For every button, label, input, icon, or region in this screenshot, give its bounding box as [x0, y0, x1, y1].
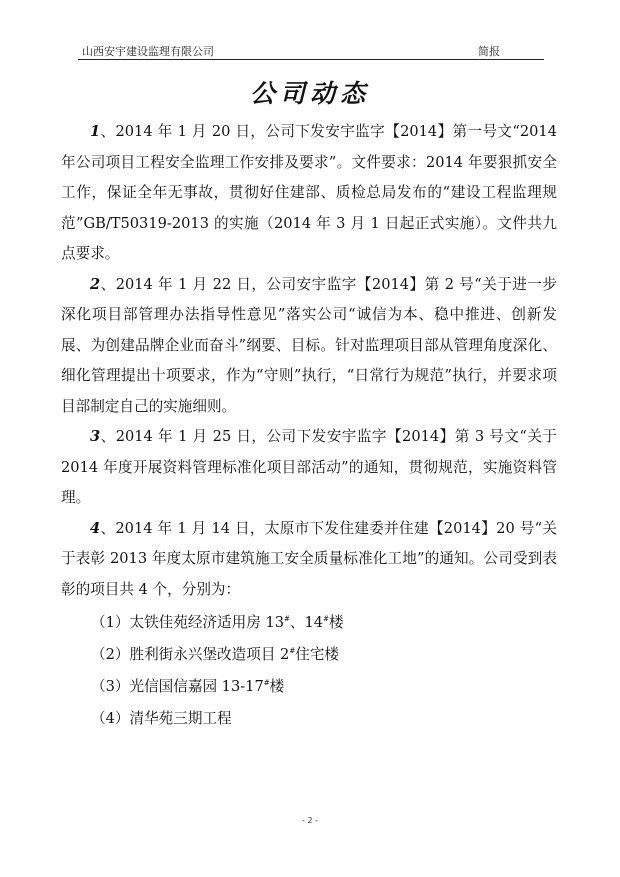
document-body	[61, 117, 557, 735]
news-paragraph-4	[61, 514, 557, 606]
news-paragraph-2	[61, 270, 557, 423]
project-item-4: （4）清华苑三期工程	[91, 710, 232, 727]
paragraph-text: 、2014 年 1 月 20 日，公司下发安宇监字【2014】第一号文“2014 年公司项目工程安全监理工作安排及要求”。文件要求：2014 年要狠抓安全工作，保证全年无事故，贯彻好住建部、质检总局发布的“建设工程监理规范”GB/T50319-2013 的实施（2014 年 3 月 1 日起正式实施）。文件共九点要求。	[61, 123, 557, 262]
page-header	[78, 41, 544, 60]
project-item-1: （1）太铁佳苑经济适用房 13#、14#楼	[91, 614, 344, 631]
paragraph-text: 、2014 年 1 月 22 日，公司安宇监字【2014】第 2 号“关于进一步深化项目部管理办法指导性意见”落实公司“诚信为本、稳中推进、创新发展、为创建品牌企业而奋斗”纲要、目标。针对监理项目部从管理角度深化、细化管理提出十项要求，作为“守则”执行，“日常行为规范”执行，并要求项目部制定自己的实施细则。	[61, 275, 557, 415]
page-number: - 2 -	[302, 816, 318, 825]
project-item-2: （2）胜利街永兴堡改造项目 2#住宅楼	[91, 646, 340, 663]
page-title: 公司动态	[249, 79, 370, 108]
news-paragraph-1	[61, 117, 557, 270]
paragraph-text: 、2014 年 1 月 25 日，公司下发安宇监字【2014】第 3 号文“关于 2014 年度开展资料管理标准化项目部活动”的通知，贯彻规范，实施资料管理。	[61, 428, 557, 506]
news-paragraph-3	[61, 422, 557, 514]
project-item-3: （3）光信国信嘉园 13-17#楼	[91, 678, 285, 695]
paragraph-number: 3	[90, 428, 101, 445]
paragraph-number: 2	[90, 275, 101, 293]
company-name: 山西安宇建设监理有限公司	[82, 45, 214, 58]
paragraph-number: 1	[90, 123, 101, 140]
paragraph-number: 4	[90, 519, 101, 537]
paragraph-text: 、2014 年 1 月 14 日，太原市下发住建委并住建【2014】20 号“关于表彰 2013 年度太原市建筑施工安全质量标准化工地”的通知。公司受到表彰的项目共 4 个，分别为：	[61, 519, 557, 598]
doc-type: 简报	[478, 45, 500, 58]
